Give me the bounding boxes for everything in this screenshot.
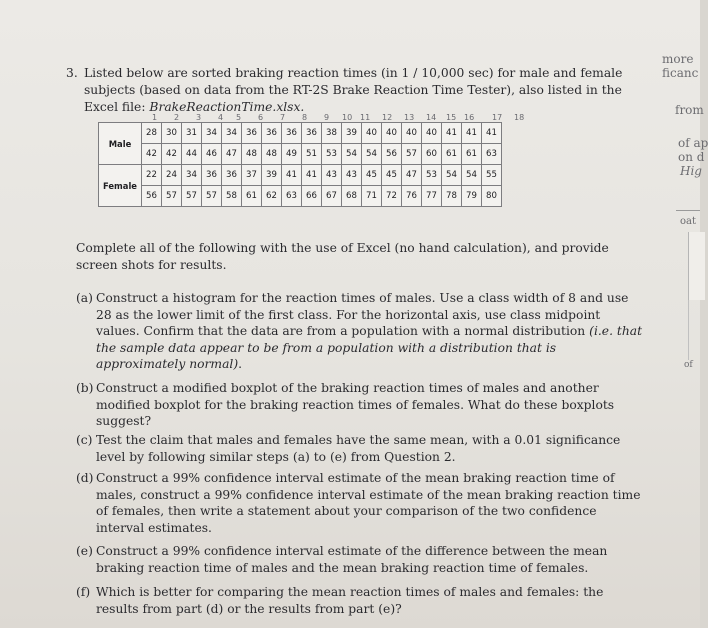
table-cell: 54 [342, 144, 362, 165]
table-cell: 45 [382, 165, 402, 186]
table-cell: 61 [442, 144, 462, 165]
side-fragment: more [662, 52, 694, 66]
table-cell: 63 [282, 186, 302, 207]
part-tail: . [238, 357, 243, 371]
table-cell: 44 [182, 144, 202, 165]
table-cell: 66 [302, 186, 322, 207]
table-cell: 68 [342, 186, 362, 207]
question-number: 3. [66, 66, 78, 80]
question-text: Listed below are sorted braking reaction times (in 1 / 10,000 sec) for male and female subjects (based on data from the RT-2S Brake Reaction Time Tester), also listed in the Excel file: [84, 66, 623, 114]
table-cell: 57 [202, 186, 222, 207]
table-cell: 76 [402, 186, 422, 207]
table-cell: 57 [162, 186, 182, 207]
handwritten-count: 1 [152, 113, 158, 122]
handwritten-count: 10 [342, 113, 353, 122]
table-cell: 77 [422, 186, 442, 207]
table-cell: 62 [262, 186, 282, 207]
side-divider [676, 210, 700, 211]
reaction-times-table [98, 122, 502, 207]
table-row [99, 123, 502, 144]
table-cell: 61 [462, 144, 482, 165]
table-row [99, 186, 502, 207]
table-cell: 79 [462, 186, 482, 207]
side-box [688, 300, 705, 360]
table-cell: 63 [482, 144, 502, 165]
table-cell: 22 [142, 165, 162, 186]
part-c [76, 432, 646, 465]
part-a [76, 290, 646, 373]
handwritten-count: 3 [196, 113, 202, 122]
part-text: Construct a 99% confidence interval estimate of the difference between the mean braking reaction time of males and the mean braking reaction time of females. [96, 544, 608, 575]
table-cell: 55 [482, 165, 502, 186]
table-cell: 54 [462, 165, 482, 186]
table-cell: 47 [222, 144, 242, 165]
table-cell: 39 [342, 123, 362, 144]
table-cell: 53 [322, 144, 342, 165]
table-cell: 56 [382, 144, 402, 165]
table-cell: 30 [162, 123, 182, 144]
female-label: Female [99, 165, 142, 207]
table-cell: 41 [302, 165, 322, 186]
handwritten-count: 9 [324, 113, 330, 122]
table-cell: 56 [142, 186, 162, 207]
part-label: (e) [76, 544, 93, 558]
table-cell: 28 [142, 123, 162, 144]
handwritten-count: 7 [280, 113, 286, 122]
table-cell: 47 [402, 165, 422, 186]
table-cell: 60 [422, 144, 442, 165]
side-fragment: ficanc [662, 66, 699, 80]
table-cell: 36 [282, 123, 302, 144]
handwritten-count: 4 [218, 113, 224, 122]
table-cell: 61 [242, 186, 262, 207]
part-text: Test the claim that males and females have the same mean, with a 0.01 significance level by following similar steps (a) to (e) from Question 2. [96, 433, 621, 464]
part-text: Which is better for comparing the mean reaction times of males and females: the results from part (d) or the results from part (e)? [96, 585, 604, 616]
male-label: Male [99, 123, 142, 165]
table-row [99, 165, 502, 186]
handwritten-count: 2 [174, 113, 180, 122]
table-cell: 53 [422, 165, 442, 186]
table-cell: 67 [322, 186, 342, 207]
part-b [76, 380, 646, 430]
side-fragment: of ap [678, 136, 708, 150]
side-fragment: from [675, 103, 704, 117]
table-cell: 40 [402, 123, 422, 144]
table-cell: 36 [222, 165, 242, 186]
instructions: Complete all of the following with the use of Excel (no hand calculation), and provide screen shots for results. [76, 241, 609, 272]
table-cell: 41 [462, 123, 482, 144]
part-f [76, 584, 646, 617]
table-cell: 39 [262, 165, 282, 186]
handwritten-count: 18 [514, 113, 525, 122]
table-cell: 40 [362, 123, 382, 144]
table-cell: 41 [482, 123, 502, 144]
table-cell: 72 [382, 186, 402, 207]
handwritten-count: 8 [302, 113, 308, 122]
table-cell: 40 [422, 123, 442, 144]
table-cell: 38 [322, 123, 342, 144]
table-cell: 41 [282, 165, 302, 186]
part-label: (d) [76, 471, 94, 485]
part-text: Construct a modified boxplot of the braking reaction times of males and another modified boxplot for the braking reaction times of females. What do these boxplots suggest? [96, 381, 615, 428]
table-cell: 78 [442, 186, 462, 207]
side-fragment: Hig [680, 164, 702, 178]
side-fragment: oat [680, 216, 697, 227]
table-cell: 45 [362, 165, 382, 186]
part-label: (a) [76, 291, 93, 305]
table-cell: 36 [202, 165, 222, 186]
question-header [66, 65, 626, 116]
table-cell: 46 [202, 144, 222, 165]
table-cell: 57 [402, 144, 422, 165]
handwritten-count: 16 [464, 113, 475, 122]
part-label: (f) [76, 585, 91, 599]
table-cell: 51 [302, 144, 322, 165]
table-cell: 43 [342, 165, 362, 186]
table-cell: 58 [222, 186, 242, 207]
table-cell: 24 [162, 165, 182, 186]
table-cell: 31 [182, 123, 202, 144]
table-cell: 36 [262, 123, 282, 144]
table-cell: 80 [482, 186, 502, 207]
table-cell: 49 [282, 144, 302, 165]
part-text: Construct a histogram for the reaction times of males. Use a class width of 8 and use 28 as the lower limit of the first class. For the horizontal axis, use class midpoint values. Confirm that the data are from a population with a normal distribution [96, 291, 629, 338]
side-box [688, 232, 705, 300]
table-cell: 42 [142, 144, 162, 165]
table-cell: 42 [162, 144, 182, 165]
table-cell: 43 [322, 165, 342, 186]
table-cell: 34 [222, 123, 242, 144]
part-e [76, 543, 646, 576]
table-cell: 54 [362, 144, 382, 165]
table-cell: 54 [442, 165, 462, 186]
side-fragment: of [684, 360, 693, 370]
part-italic-note: (i.e. that the sample data appear to be from a population with a distribution that is approximately normal) [96, 324, 643, 371]
table-cell: 36 [302, 123, 322, 144]
table-cell: 48 [262, 144, 282, 165]
part-label: (c) [76, 433, 93, 447]
table-cell: 34 [182, 165, 202, 186]
table-cell: 40 [382, 123, 402, 144]
table-cell: 57 [182, 186, 202, 207]
table-cell: 34 [202, 123, 222, 144]
table-cell: 48 [242, 144, 262, 165]
handwritten-count: 12 [382, 113, 393, 122]
table-row [99, 144, 502, 165]
table-cell: 71 [362, 186, 382, 207]
handwritten-count: 15 [446, 113, 457, 122]
part-text: Construct a 99% confidence interval estimate of the mean braking reaction time of males, construct a 99% confidence interval estimate of the mean braking reaction time of females, then write a statement about your comparison of the two confidence interval estimates. [96, 471, 641, 535]
handwritten-count: 13 [404, 113, 415, 122]
side-fragment: on d [678, 150, 705, 164]
table-cell: 41 [442, 123, 462, 144]
handwritten-count: 6 [258, 113, 264, 122]
part-d [76, 470, 646, 536]
handwritten-count: 5 [236, 113, 242, 122]
part-label: (b) [76, 381, 94, 395]
handwritten-count: 17 [492, 113, 503, 122]
file-name: BrakeReactionTime.xlsx. [149, 100, 305, 114]
handwritten-count: 11 [360, 113, 371, 122]
table-cell: 37 [242, 165, 262, 186]
table-cell: 36 [242, 123, 262, 144]
handwritten-count: 14 [426, 113, 437, 122]
